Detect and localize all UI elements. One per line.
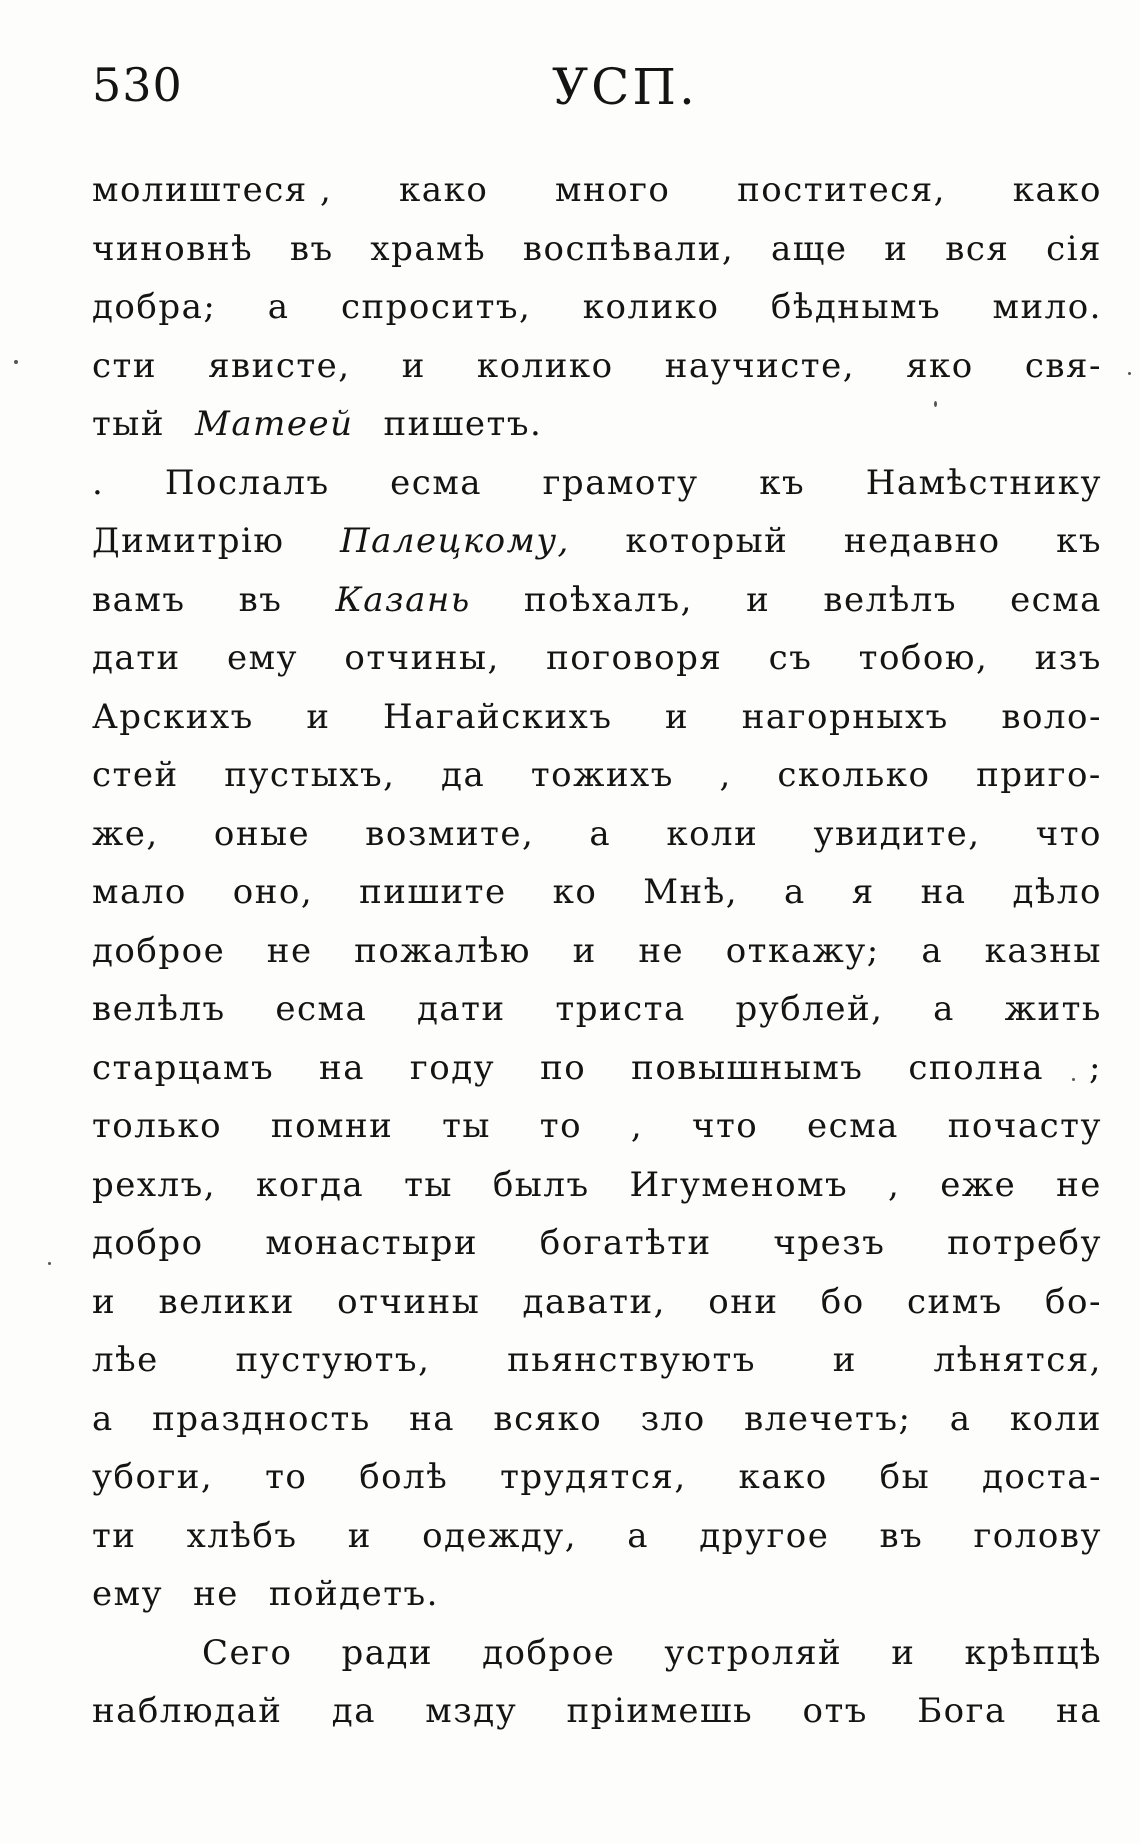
word: старцамъ <box>92 1047 275 1088</box>
text-line <box>92 1574 1102 1633</box>
text-line <box>92 814 1102 873</box>
word: жить <box>1004 989 1102 1029</box>
running-title: УСП. <box>552 58 698 116</box>
text-line <box>92 989 1102 1048</box>
word: ; <box>1089 1047 1102 1088</box>
word: поститеся, <box>737 170 946 210</box>
word: году <box>409 1047 496 1088</box>
word: молиштеся , <box>92 170 333 210</box>
word: колико <box>582 287 720 327</box>
word: возмите, <box>365 813 535 854</box>
text-line <box>92 1516 1102 1575</box>
text-line <box>92 463 1102 522</box>
word: а <box>783 872 806 912</box>
text-line <box>92 580 1102 639</box>
word: пьянствуютъ <box>507 1340 756 1380</box>
word: когда <box>255 1164 365 1205</box>
word: всяко <box>493 1398 603 1439</box>
word: мило. <box>992 287 1102 327</box>
word: отчины <box>337 1281 481 1322</box>
word: велики <box>158 1281 295 1322</box>
word: изъ <box>1034 638 1102 678</box>
word: еже <box>940 1164 1017 1205</box>
word: другое <box>699 1515 830 1556</box>
word: въ <box>289 228 334 269</box>
word: увидите, <box>813 813 981 854</box>
word: болѣ <box>359 1457 449 1497</box>
word: отъ <box>802 1691 868 1731</box>
word: сполна <box>908 1047 1045 1088</box>
word: былъ <box>492 1164 590 1205</box>
word: да <box>441 755 486 795</box>
print-speck <box>1072 1078 1075 1081</box>
word: тый <box>92 404 166 444</box>
word: сти <box>92 345 158 386</box>
word: отчины, <box>344 638 500 678</box>
word: дати <box>92 638 181 678</box>
word: велѣлъ <box>823 579 957 620</box>
word: они <box>708 1281 779 1322</box>
word: . <box>92 462 105 503</box>
word: воло- <box>1001 696 1102 737</box>
word: помни <box>270 1106 394 1146</box>
word: лѣнятся, <box>933 1340 1102 1380</box>
word: явисте, <box>208 345 351 386</box>
word: и <box>92 1281 117 1322</box>
word: крѣпцѣ <box>964 1632 1102 1673</box>
word: есма <box>807 1106 899 1146</box>
word: трудятся, <box>500 1457 687 1497</box>
word: есма <box>390 462 483 503</box>
word: грамоту <box>542 462 699 503</box>
word: пріимешь <box>566 1691 754 1731</box>
word: хлѣбъ <box>186 1515 298 1556</box>
body-text <box>92 170 1102 1750</box>
text-line <box>92 1691 1102 1750</box>
word: въ <box>238 579 283 620</box>
word: како <box>738 1457 828 1497</box>
text-line <box>92 1633 1102 1692</box>
word: повышнымъ <box>631 1047 864 1088</box>
word: пустуютъ, <box>235 1340 431 1380</box>
word: а <box>267 287 290 327</box>
word: что <box>691 1106 759 1146</box>
word: сія <box>1046 228 1102 269</box>
word: како <box>1012 170 1102 210</box>
word: не <box>266 930 313 971</box>
word: Сего <box>202 1632 293 1673</box>
word: и <box>401 345 426 386</box>
page-number: 530 <box>92 58 183 112</box>
word: оные <box>213 813 311 854</box>
print-speck <box>1128 372 1131 375</box>
text-line <box>92 404 1102 463</box>
word: коли <box>1009 1398 1102 1439</box>
word: поговоря <box>546 638 723 678</box>
word: коли <box>666 813 759 854</box>
word: Игуменомъ <box>629 1164 849 1205</box>
word: и <box>306 696 331 737</box>
word: недавно <box>843 521 1001 561</box>
word: , <box>888 1164 901 1205</box>
word: Бога <box>917 1691 1007 1731</box>
word: много <box>555 170 671 210</box>
text-line <box>92 346 1102 405</box>
text-line <box>92 521 1102 580</box>
word: я <box>851 872 875 912</box>
word: на <box>409 1398 456 1439</box>
word: что <box>1035 813 1102 854</box>
word: по <box>540 1047 587 1088</box>
word: то <box>265 1457 308 1497</box>
word: только <box>92 1106 223 1146</box>
word: Нагайскихъ <box>383 696 613 737</box>
text-line <box>92 1223 1102 1282</box>
word: то <box>539 1106 583 1146</box>
print-speck <box>14 360 18 364</box>
text-line <box>92 1282 1102 1341</box>
word: а <box>933 989 955 1029</box>
word: чрезъ <box>773 1223 886 1263</box>
word: лѣе <box>92 1340 159 1380</box>
word: а <box>589 813 612 854</box>
word: зло <box>640 1398 706 1439</box>
word: тобою, <box>858 638 989 678</box>
word: мзду <box>425 1691 518 1731</box>
word: тожихъ <box>530 755 674 795</box>
word: Димитрію <box>92 521 285 561</box>
word: , <box>719 755 732 795</box>
word: ко <box>552 872 598 912</box>
word: доброе <box>92 930 226 971</box>
word: и <box>347 1515 372 1556</box>
word: воспѣвали, <box>522 228 735 269</box>
text-line <box>92 170 1102 229</box>
word: ти <box>92 1515 137 1556</box>
word: и <box>572 930 597 971</box>
word: ты <box>442 1106 491 1146</box>
word: дати <box>416 989 506 1029</box>
word: , <box>630 1106 644 1146</box>
word: бѣднымъ <box>770 287 942 327</box>
word: велѣлъ <box>92 989 226 1029</box>
word: есма <box>1010 579 1102 620</box>
word: мало <box>92 872 187 912</box>
text-line <box>92 872 1102 931</box>
text-line <box>92 638 1102 697</box>
word: ты <box>404 1164 453 1205</box>
word: пойдетъ. <box>268 1574 439 1614</box>
word: триста <box>555 989 686 1029</box>
word: на <box>920 872 967 912</box>
word: яко <box>906 345 974 386</box>
word: ему <box>92 1574 164 1614</box>
word: дѣло <box>1012 872 1102 912</box>
word: богатѣти <box>539 1223 712 1263</box>
word: давати, <box>522 1281 666 1322</box>
word: Намѣстнику <box>865 462 1102 503</box>
word: научисте, <box>664 345 856 386</box>
word: казны <box>984 930 1102 971</box>
word: добра; <box>92 287 217 327</box>
word: да <box>331 1691 376 1731</box>
word: рублей, <box>735 989 884 1029</box>
word: въ <box>879 1515 924 1556</box>
word: чиновнѣ <box>92 228 254 269</box>
word: и <box>832 1340 857 1380</box>
word: на <box>1056 1691 1102 1731</box>
word: симъ <box>907 1281 1003 1322</box>
word: добро <box>92 1223 204 1263</box>
word: ради <box>341 1632 434 1673</box>
word: Арскихъ <box>92 696 254 737</box>
word: оно, <box>232 872 314 912</box>
word: нагорныхъ <box>741 696 949 737</box>
text-line <box>92 1048 1102 1107</box>
word: къ <box>759 462 806 503</box>
word: поѣхалъ, <box>523 579 693 620</box>
word: пишите <box>359 872 507 912</box>
text-line <box>92 931 1102 990</box>
print-speck <box>48 1262 51 1265</box>
word: который <box>625 521 789 561</box>
print-speck <box>934 401 937 407</box>
word: и <box>884 228 909 269</box>
text-line <box>92 1106 1102 1165</box>
word: колико <box>476 345 614 386</box>
word: бы <box>879 1457 931 1497</box>
word: къ <box>1056 521 1102 561</box>
word: убоги, <box>92 1457 214 1497</box>
word: доброе <box>482 1632 616 1673</box>
word: устроляй <box>664 1632 843 1673</box>
word: ему <box>226 638 299 678</box>
word: бо <box>820 1281 865 1322</box>
word: голову <box>973 1515 1102 1556</box>
word: праздность <box>152 1398 371 1439</box>
word: и <box>746 579 771 620</box>
word: Послалъ <box>164 462 330 503</box>
word: не <box>1056 1164 1102 1205</box>
word: на <box>319 1047 365 1088</box>
word: а <box>921 930 944 971</box>
text-line <box>92 1340 1102 1399</box>
word: откажу; <box>725 930 880 971</box>
word: бо- <box>1045 1281 1102 1322</box>
word: пустыхъ, <box>224 755 396 795</box>
word: а <box>949 1398 972 1439</box>
word: потребу <box>947 1223 1102 1263</box>
word: наблюдай <box>92 1691 283 1731</box>
text-line <box>92 229 1102 288</box>
word: вамъ <box>92 579 186 620</box>
running-head <box>92 58 1092 128</box>
word: приго- <box>976 755 1102 795</box>
text-line <box>92 1399 1102 1458</box>
text-line <box>92 697 1102 756</box>
word: и <box>665 696 690 737</box>
word: Казань <box>335 579 471 620</box>
word: вся <box>945 228 1010 269</box>
text-line <box>92 1457 1102 1516</box>
word: доста- <box>981 1457 1102 1497</box>
word: пишетъ. <box>383 404 543 444</box>
word: не <box>193 1574 239 1614</box>
word: не <box>638 930 685 971</box>
word: Мнѣ, <box>643 872 739 912</box>
word: како <box>399 170 489 210</box>
word: и <box>891 1632 916 1673</box>
word: влечетъ; <box>744 1398 912 1439</box>
word: съ <box>768 638 813 678</box>
word: аще <box>770 228 848 269</box>
word: почасту <box>947 1106 1102 1146</box>
word: же, <box>92 813 159 854</box>
word: а <box>92 1398 114 1439</box>
word: пожалѣю <box>354 930 532 971</box>
word: спроситъ, <box>340 287 532 327</box>
word: Матеей <box>195 404 354 444</box>
word: одежду, <box>422 1515 578 1556</box>
word: монастыри <box>265 1223 479 1263</box>
word: рехлъ, <box>92 1164 217 1205</box>
word: есма <box>275 989 368 1029</box>
word: а <box>627 1515 650 1556</box>
word: свя- <box>1024 345 1102 386</box>
text-line <box>92 755 1102 814</box>
word: стей <box>92 755 179 795</box>
text-line <box>92 287 1102 346</box>
word: сколько <box>777 755 931 795</box>
word: Палецкому, <box>339 521 570 561</box>
text-line <box>92 1165 1102 1224</box>
word: храмѣ <box>370 228 487 269</box>
